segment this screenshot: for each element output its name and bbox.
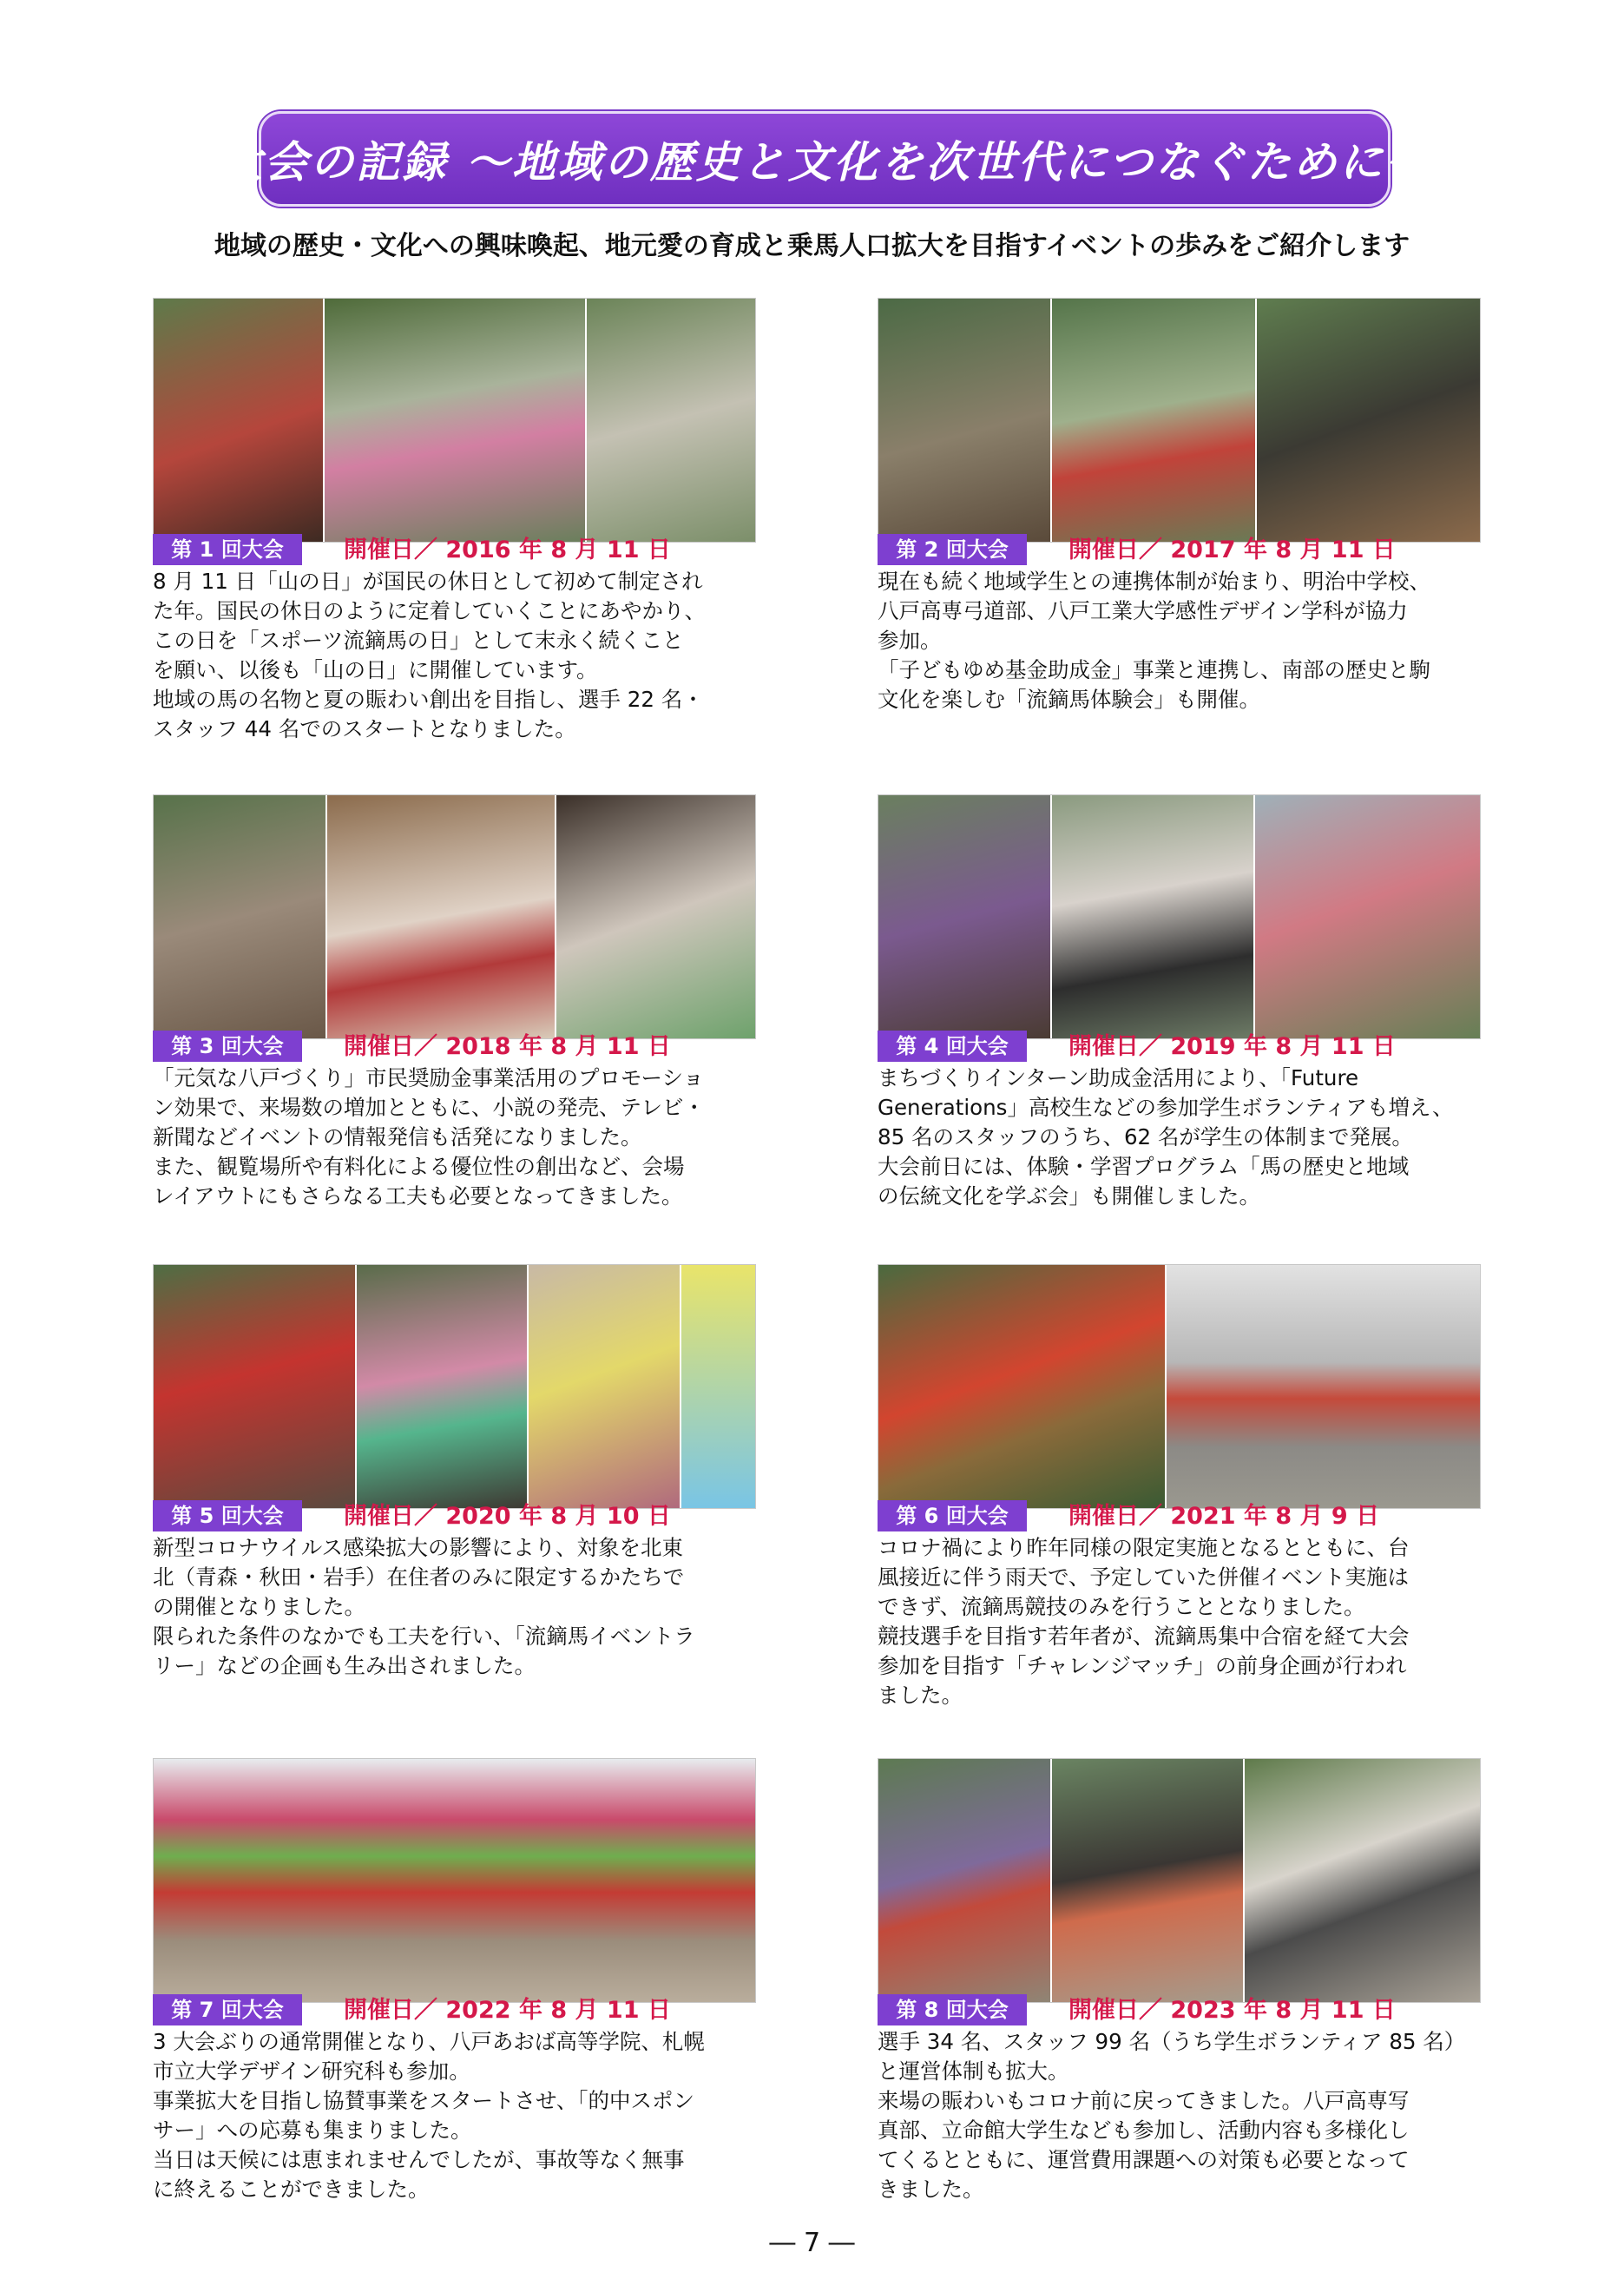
description-line: 北（青森・秋田・岩手）在住者のみに限定するかたちで — [153, 1564, 685, 1590]
description-line: 競技選手を目指す若年者が、流鏑馬集中合宿を経て大会 — [878, 1624, 1410, 1649]
description-line: 大会前日には、体験・学習プログラム「馬の歴史と地域 — [878, 1154, 1410, 1179]
event-date: 開催日／ 2021 年 8 月 9 日 — [1068, 1503, 1380, 1530]
description-line: 市立大学デザイン研究科も参加。 — [153, 2058, 470, 2084]
photo — [1052, 795, 1253, 1038]
title-banner — [218, 111, 1431, 207]
event-date: 開催日／ 2016 年 8 月 11 日 — [344, 537, 671, 563]
photo-collage — [878, 1264, 1481, 1509]
event-date: 開催日／ 2017 年 8 月 11 日 — [1068, 537, 1396, 563]
description-line: まちづくりインターン助成金活用により、「Future — [878, 1065, 1359, 1090]
description-line: 8 月 11 日「山の日」が国民の休日として初めて制定され — [153, 569, 703, 594]
photo — [1245, 1759, 1480, 2002]
photo — [529, 1265, 680, 1508]
description-line: きました。 — [878, 2177, 984, 2202]
description-line: 八戸高専弓道部、八戸工業大学感性デザイン学科が協力 — [878, 598, 1408, 623]
description-line: 選手 34 名、スタッフ 99 名（うち学生ボランティア 85 名） — [878, 2029, 1466, 2054]
photo-collage — [153, 298, 756, 543]
description-line: また、観覧場所や有料化による優位性の創出など、会場 — [153, 1154, 685, 1179]
event-date: 開催日／ 2022 年 8 月 11 日 — [344, 1997, 671, 2024]
photo — [878, 1265, 1165, 1508]
photo-collage — [153, 794, 756, 1039]
description-line: に終えることができました。 — [153, 2177, 430, 2202]
event-description — [153, 1064, 754, 1211]
photo — [1052, 299, 1255, 542]
page-subtitle: 地域の歴史・文化への興味喚起、地元愛の育成と乗馬人口拡大を目指すイベントの歩みをご紹介します — [214, 231, 1410, 261]
photo — [556, 795, 755, 1038]
event-card — [153, 1758, 754, 2204]
description-line: 「子どもゆめ基金助成金」事業と連携し、南部の歴史と駒 — [878, 657, 1430, 682]
event-card — [153, 794, 754, 1211]
photo — [587, 299, 755, 542]
event-label: 第 1 回大会 — [153, 534, 302, 565]
photo — [154, 795, 325, 1038]
event-description — [878, 567, 1479, 715]
event-label: 第 2 回大会 — [878, 534, 1027, 565]
description-line: 地域の馬の名物と夏の賑わい創出を目指し、選手 22 名・ — [153, 687, 704, 712]
page-number: ― 7 ― — [769, 2228, 855, 2258]
description-line: 事業拡大を目指し協賛事業をスタートさせ、「的中スポン — [153, 2088, 695, 2113]
description-line: この日を「スポーツ流鏑馬の日」として末永く続くこと — [153, 628, 684, 653]
event-label: 第 6 回大会 — [878, 1500, 1027, 1531]
description-line: ました。 — [878, 1683, 963, 1708]
event-description — [153, 1533, 754, 1681]
description-line: 85 名のスタッフのうち、62 名が学生の体制まで発展。 — [878, 1124, 1413, 1149]
description-line: 「元気な八戸づくり」市民奨励金事業活用のプロモーショ — [153, 1065, 705, 1090]
event-card — [878, 1264, 1479, 1710]
description-line: と運営体制も拡大。 — [878, 2058, 1069, 2084]
description-line: 新聞などイベントの情報発信も活発になりました。 — [153, 1124, 642, 1149]
photo — [357, 1265, 527, 1508]
page-title: 大会の記録 〜地域の歴史と文化を次世代につなぐために〜 — [218, 136, 1431, 188]
event-description — [878, 1064, 1479, 1211]
event-card — [878, 794, 1479, 1211]
photo — [878, 299, 1050, 542]
event-card — [878, 298, 1479, 715]
photo — [1257, 299, 1480, 542]
event-date: 開催日／ 2023 年 8 月 11 日 — [1068, 1997, 1396, 2024]
description-line: 新型コロナウイルス感染拡大の影響により、対象を北東 — [153, 1535, 684, 1560]
description-line: 文化を楽しむ「流鏑馬体験会」も開催。 — [878, 687, 1260, 712]
photo — [327, 795, 555, 1038]
photo — [1255, 795, 1480, 1038]
description-line: 現在も続く地域学生との連携体制が始まり、明治中学校、 — [878, 569, 1430, 594]
description-line: 来場の賑わいもコロナ前に戻ってきました。八戸高専写 — [878, 2088, 1410, 2113]
description-line: できず、流鏑馬競技のみを行うこととなりました。 — [878, 1594, 1365, 1619]
event-description — [878, 1533, 1479, 1710]
photo — [154, 299, 323, 542]
photo — [1052, 1759, 1243, 2002]
photo-collage — [153, 1758, 756, 2003]
photo — [878, 795, 1050, 1038]
photo-collage — [878, 1758, 1481, 2003]
photo — [681, 1265, 755, 1508]
description-line: スタッフ 44 名でのスタートとなりました。 — [153, 716, 576, 741]
description-line: 3 大会ぶりの通常開催となり、八戸あおば高等学院、札幌 — [153, 2029, 705, 2054]
photo — [1167, 1265, 1480, 1508]
event-date: 開催日／ 2018 年 8 月 11 日 — [344, 1033, 671, 1060]
description-line: た年。国民の休日のように定着していくことにあやかり、 — [153, 598, 706, 623]
event-description — [153, 2027, 754, 2204]
description-line: 真部、立命館大学生なども参加し、活動内容も多様化し — [878, 2118, 1410, 2143]
description-line: レイアウトにもさらなる工夫も必要となってきました。 — [153, 1183, 683, 1209]
description-line: 参加。 — [878, 628, 942, 653]
description-line: 限られた条件のなかでも工夫を行い、「流鏑馬イベントラ — [153, 1624, 695, 1649]
event-card — [153, 1264, 754, 1681]
event-label: 第 7 回大会 — [153, 1994, 302, 2025]
event-description — [153, 567, 754, 744]
photo-collage — [153, 1264, 756, 1509]
event-label: 第 5 回大会 — [153, 1500, 302, 1531]
photo — [325, 299, 585, 542]
event-card — [153, 298, 754, 744]
photo-collage — [878, 298, 1481, 543]
description-line: Generations」高校生などの参加学生ボランティアも増え、 — [878, 1095, 1454, 1120]
description-line: コロナ禍により昨年同様の限定実施となるとともに、台 — [878, 1535, 1410, 1560]
description-line: の伝統文化を学ぶ会」も開催しました。 — [878, 1183, 1260, 1209]
photo — [154, 1759, 755, 2002]
description-line: リー」などの企画も生み出されました。 — [153, 1653, 536, 1678]
description-line: 参加を目指す「チャレンジマッチ」の前身企画が行われ — [878, 1653, 1407, 1678]
event-description — [878, 2027, 1479, 2204]
description-line: 当日は天候には恵まれませんでしたが、事故等なく無事 — [153, 2147, 685, 2172]
photo — [878, 1759, 1050, 2002]
photo-collage — [878, 794, 1481, 1039]
photo — [154, 1265, 355, 1508]
description-line: の開催となりました。 — [153, 1594, 365, 1619]
event-label: 第 4 回大会 — [878, 1031, 1027, 1062]
event-date: 開催日／ 2020 年 8 月 10 日 — [344, 1503, 671, 1530]
event-card — [878, 1758, 1479, 2204]
description-line: てくるとともに、運営費用課題への対策も必要となって — [878, 2147, 1410, 2172]
event-label: 第 8 回大会 — [878, 1994, 1027, 2025]
event-date: 開催日／ 2019 年 8 月 11 日 — [1068, 1033, 1396, 1060]
event-label: 第 3 回大会 — [153, 1031, 302, 1062]
description-line: を願い、以後も「山の日」に開催しています。 — [153, 657, 598, 682]
description-line: 風接近に伴う雨天で、予定していた併催イベント実施は — [878, 1564, 1410, 1590]
description-line: サー」への応募も集まりました。 — [153, 2118, 472, 2143]
description-line: ン効果で、来場数の増加とともに、小説の発売、テレビ・ — [153, 1095, 706, 1120]
